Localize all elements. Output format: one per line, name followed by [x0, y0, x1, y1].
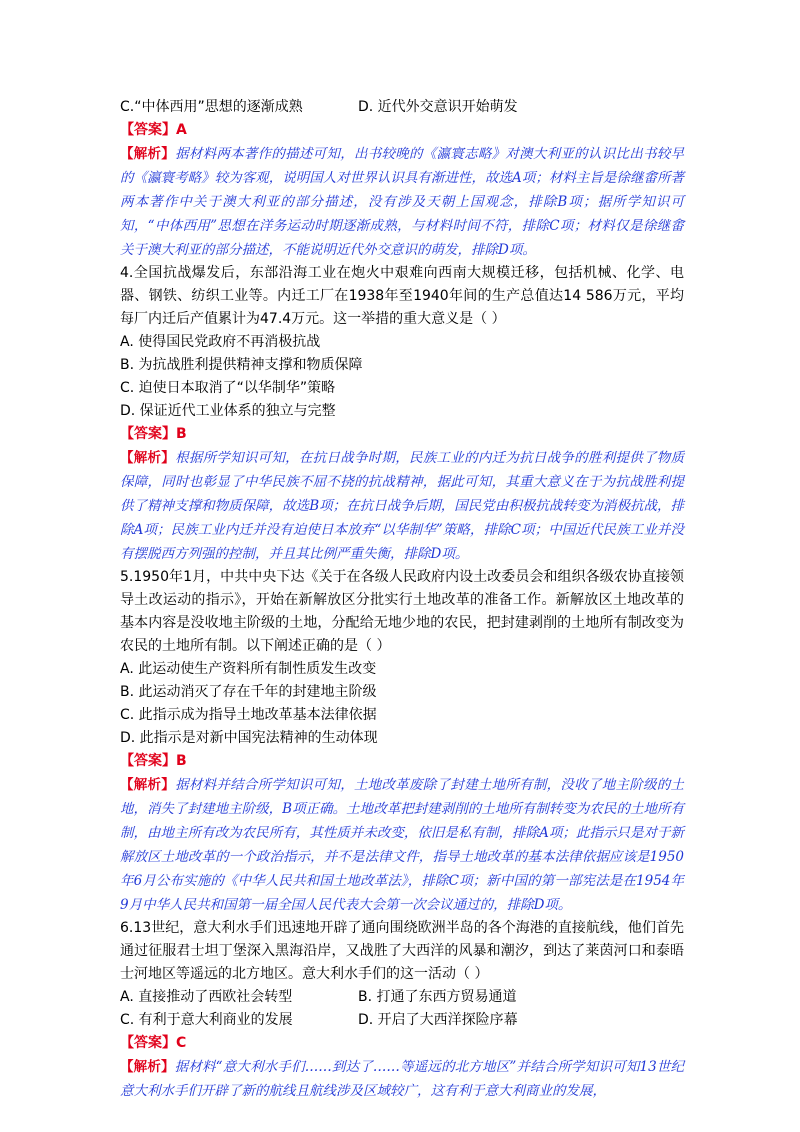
q4-option-b: B. 为抗战胜利提供精神支撑和物质保障: [120, 357, 363, 373]
document-content: [120, 96, 684, 1103]
q3-answer: [120, 119, 684, 142]
q3-option-c: C.“中体西用”思想的逐渐成熟: [120, 99, 303, 115]
q6-answer-value: C: [176, 1035, 187, 1051]
q5-analysis-tag: 【解析】: [120, 777, 176, 793]
q4-answer-value: B: [176, 426, 187, 442]
q6-answer-tag: 【答案】: [120, 1035, 176, 1051]
q3-analysis: [120, 142, 684, 262]
q4-stem: 4.全国抗战爆发后，东部沿海工业在炮火中艰难向西南大规模迁移，包括机械、化学、电器、钢铁、纺织工业等。内迁工厂在1938年至1940年间的生产总值达14 586万元，平均每厂内迁后产值累计为47.4万元。这一举措的重大意义是（ ）: [120, 265, 684, 327]
q4-analysis-tag: 【解析】: [120, 450, 176, 466]
q4-analysis-text: 根据所学知识可知，在抗日战争时期，民族工业的内迁为抗日战争的胜利提供了物质保障，同时也彰显了中华民族不屈不挠的抗战精神，据此可知，其重大意义在于为抗战胜利提供了精神支撑和物质保障，故选B项；在抗日战争后期，国民党由积极抗战转变为消极抗战，排除A项；民族工业内迁并没有迫使日本放弃“以华制华”策略，排除C项；中国近代民族工业并没有摆脱西方列强的控制，并且其比例严重失衡，排除D项。: [120, 450, 685, 562]
q4-answer: [120, 423, 684, 446]
q4-option-d: D. 保证近代工业体系的独立与完整: [120, 403, 336, 419]
q6-analysis: [120, 1055, 684, 1103]
q6-option-d: D. 开启了大西洋探险序幕: [358, 1012, 518, 1028]
q4-option-c: C. 迫使日本取消了“以华制华”策略: [120, 380, 336, 396]
q3-answer-tag: 【答案】: [120, 122, 176, 138]
q4-answer-tag: 【答案】: [120, 426, 176, 442]
q3-option-d: D. 近代外交意识开始萌发: [358, 99, 518, 115]
q3-analysis-text: 据材料两本著作的描述可知，出书较晚的《瀛寰志略》对澳大利亚的认识比出书较早的《瀛寰考略》较为客观，说明国人对世界认识具有渐进性，故选A项；材料主旨是徐继畬所著两本著作中关于澳大利亚的部分描述，没有涉及天朝上国观念，排除B项；据所学知识可知，“中体西用”思想在洋务运动时期逐渐成熟，与材料时间不符，排除C项；材料仅是徐继畬关于澳大利亚的部分描述，不能说明近代外交意识的萌发，排除D项。: [120, 146, 685, 258]
q6-stem: 6.13世纪，意大利水手们迅速地开辟了通向围绕欧洲半岛的各个海港的直接航线，他们首先通过征服君士坦丁堡深入黑海沿岸，又战胜了大西洋的风暴和潮汐，到达了莱茵河口和泰晤士河地区等遥远的北方地区。意大利水手们的这一活动（ ）: [120, 920, 684, 982]
q5-stem: 5.1950年1月，中共中央下达《关于在各级人民政府内设土改委员会和组织各级农协直接领导土改运动的指示》，开始在新解放区分批实行土地改革的准备工作。新解放区土地改革的基本内容是没收地主阶级的土地，分配给无地少地的农民，把封建剥削的土地所有制改变为农民的土地所有制。以下阐述正确的是（ ）: [120, 569, 684, 654]
q5-option-c: C. 此指示成为指导土地改革基本法律依据: [120, 707, 377, 723]
q5-answer-value: B: [176, 753, 187, 769]
q6-options-ab: [120, 986, 684, 1009]
q6-analysis-text: 据材料“意大利水手们……到达了……等遥远的北方地区”并结合所学知识可知13世纪意大利水手们开辟了新的航线且航线涉及区域较广，这有利于意大利商业的发展，: [120, 1059, 684, 1099]
q6-option-c: C. 有利于意大利商业的发展: [120, 1012, 293, 1028]
q5-analysis-text: 据材料并结合所学知识可知，土地改革废除了封建土地所有制，没收了地主阶级的土地，消失了封建地主阶级，B项正确。土地改革把封建剥削的土地所有制转变为农民的土地所有制，由地主所有改为农民所有，其性质并未改变，依旧是私有制，排除A项；此指示只是对于新解放区土地改革的一个政治指示，并不是法律文件，指导土地改革的基本法律依据应该是1950年6月公布实施的《中华人民共和国土地改革法》，排除C项；新中国的第一部宪法是在1954年9月中华人民共和国第一届全国人民代表大会第一次会议通过的，排除D项。: [120, 777, 685, 913]
q5-option-b: B. 此运动消灭了存在千年的封建地主阶级: [120, 684, 377, 700]
q4-option-a: A. 使得国民党政府不再消极抗战: [120, 334, 321, 350]
q6-option-a: A. 直接推动了西欧社会转型: [120, 989, 293, 1005]
q5-answer: [120, 750, 684, 773]
q6-answer: [120, 1032, 684, 1055]
q3-analysis-tag: 【解析】: [120, 146, 176, 162]
q5-answer-tag: 【答案】: [120, 753, 176, 769]
q3-options-cd: [120, 96, 684, 119]
q3-answer-value: A: [176, 122, 187, 138]
q5-analysis: [120, 773, 684, 917]
q5-option-a: A. 此运动使生产资料所有制性质发生改变: [120, 661, 377, 677]
q6-options-cd: [120, 1009, 684, 1032]
q5-option-d: D. 此指示是对新中国宪法精神的生动体现: [120, 730, 378, 746]
q6-analysis-tag: 【解析】: [120, 1059, 175, 1075]
q4-analysis: [120, 446, 684, 566]
q6-option-b: B. 打通了东西方贸易通道: [358, 989, 517, 1005]
